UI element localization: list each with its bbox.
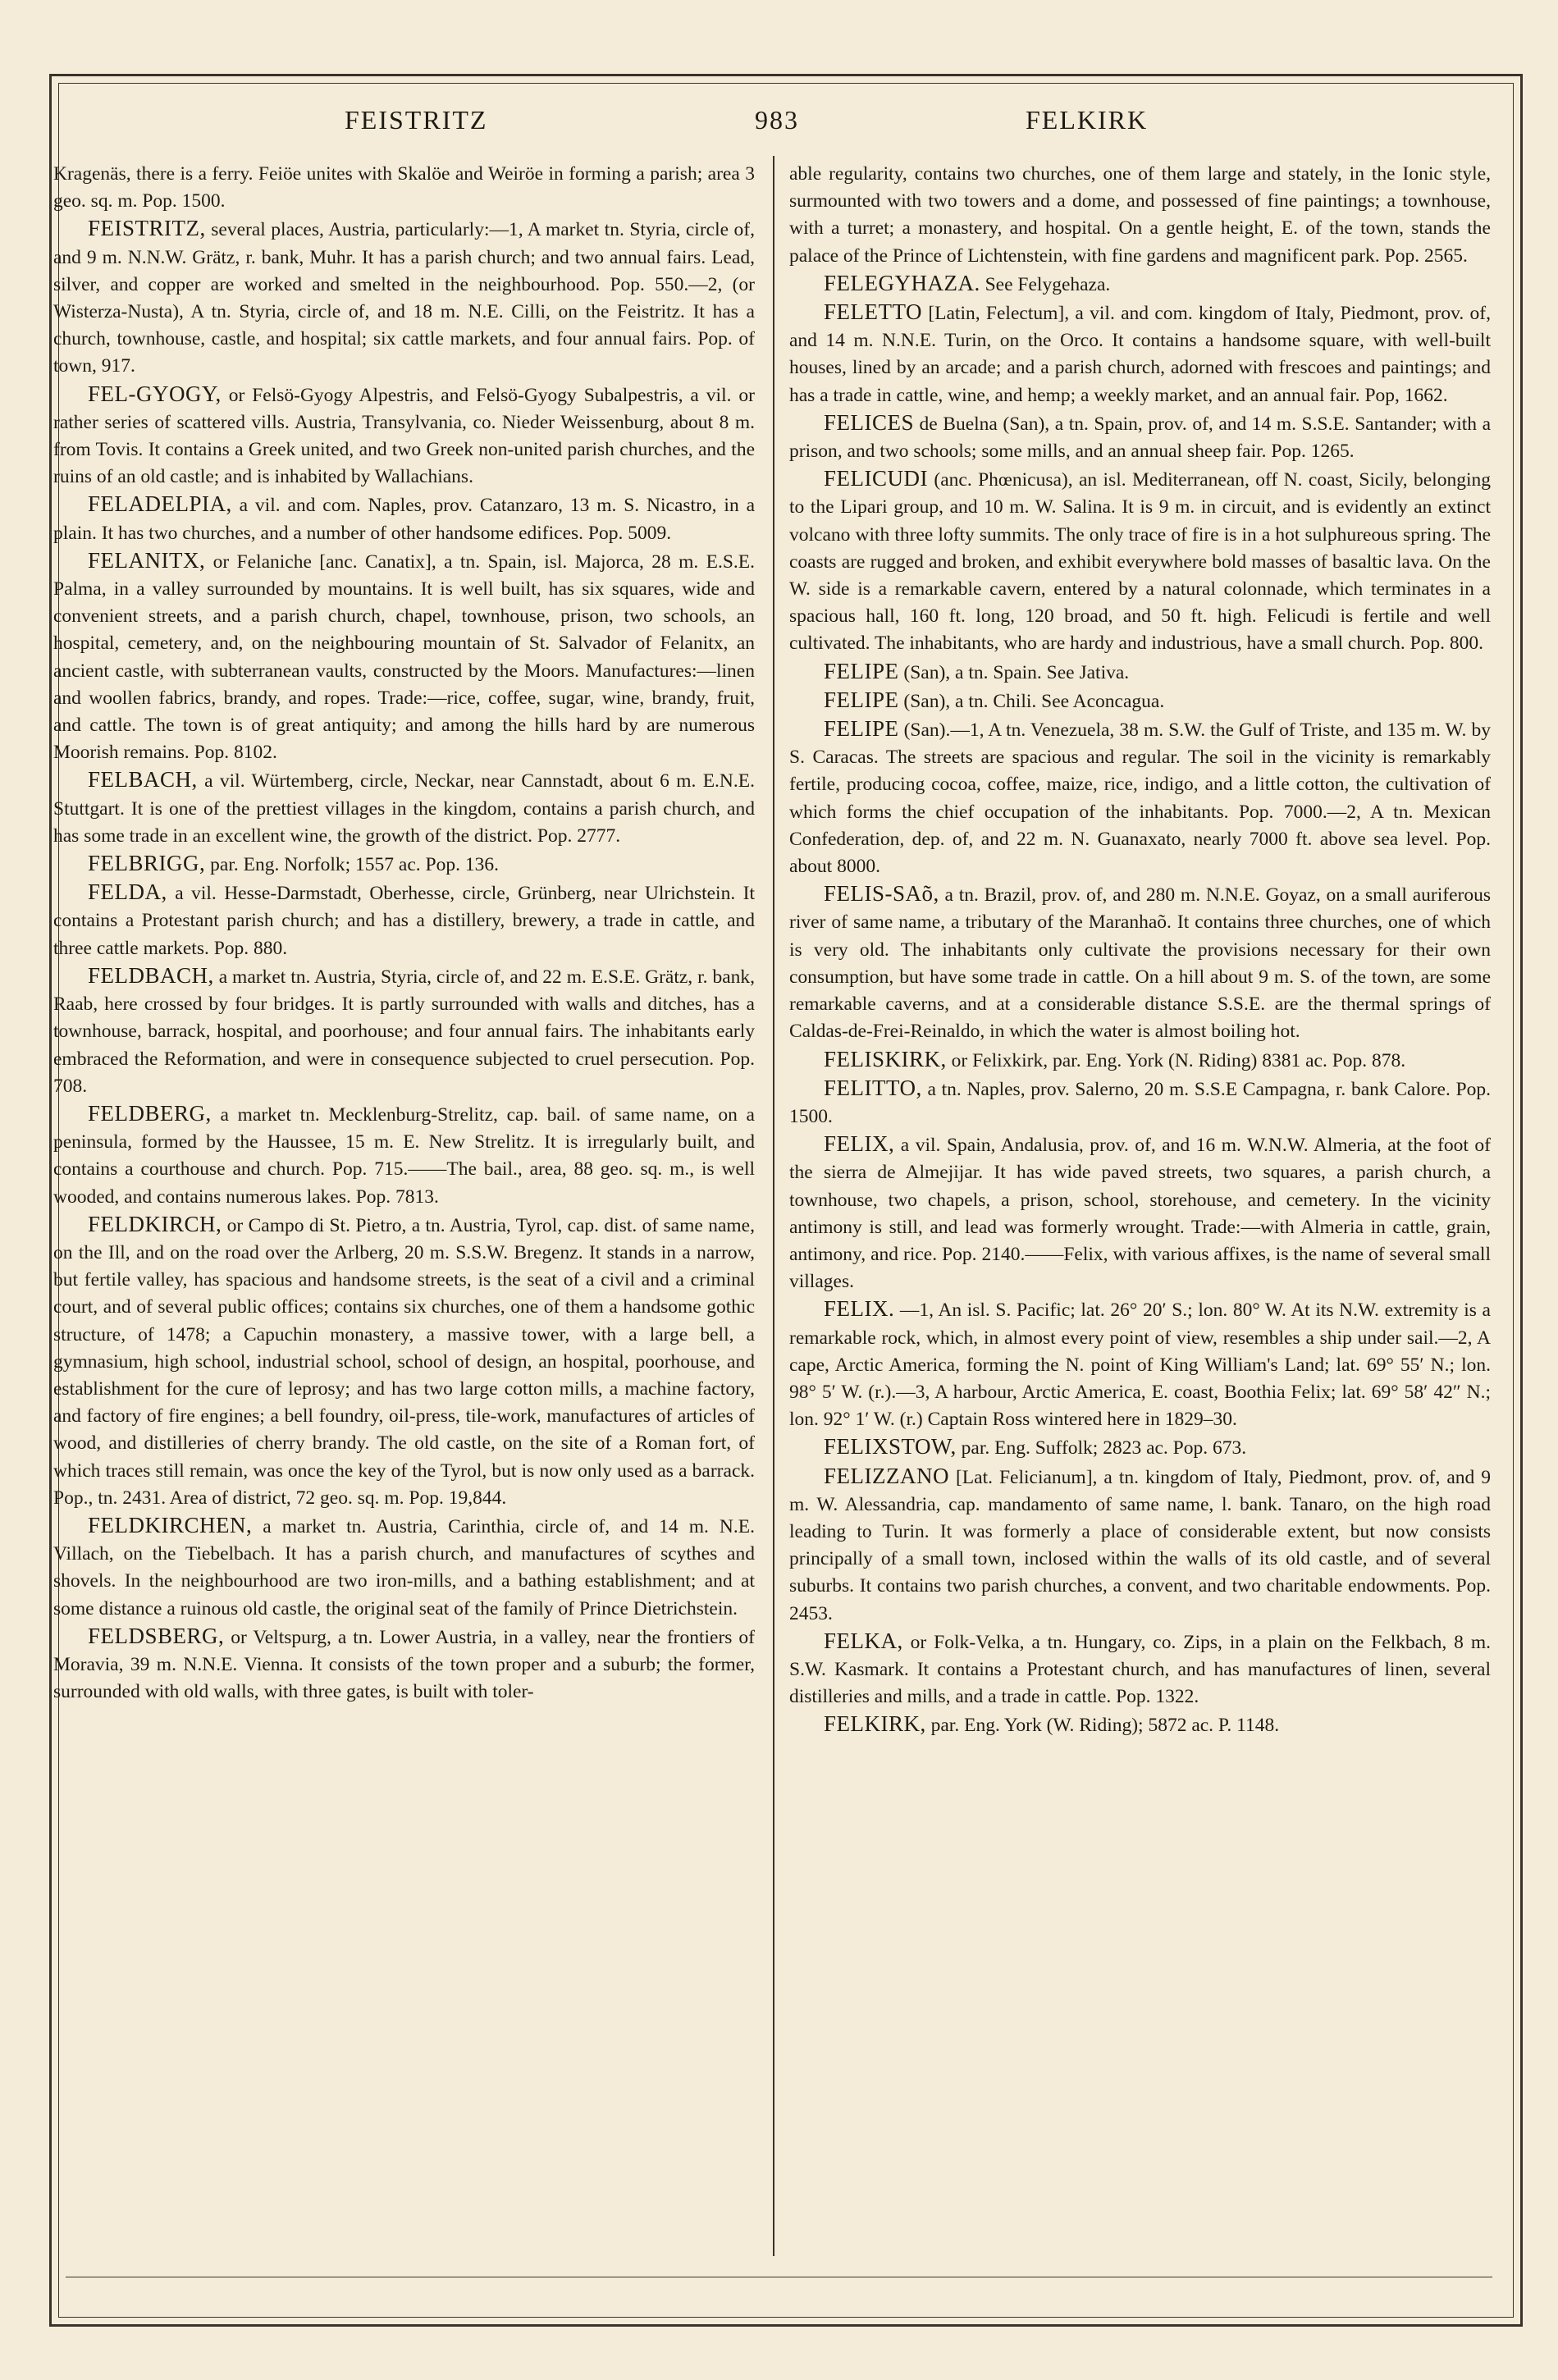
- entry-headword: FELITTO,: [824, 1075, 922, 1100]
- gazetteer-entry: [53, 1512, 755, 1623]
- entry-headword: FELDA,: [88, 879, 167, 905]
- entry-headword: FELANITX,: [88, 547, 206, 573]
- running-header: [66, 105, 1492, 154]
- entry-headword: FELIXSTOW,: [824, 1434, 957, 1460]
- gazetteer-entry: [789, 715, 1491, 880]
- gazetteer-entry: [53, 1211, 755, 1512]
- gazetteer-entry: [53, 1623, 755, 1706]
- entry-text: or Veltspurg, a tn. Lower Austria, in a valley, near the frontiers of Moravia, 39 m. N.N.E. Vienna. It consists of the town proper and a suburb; the former, surrounded with old walls, with three gates, is built with toler-: [53, 1626, 755, 1703]
- gazetteer-entry: [789, 299, 1491, 409]
- entry-text: [Lat. Felicianum], a tn. kingdom of Italy, Piedmont, prov. of, and 9 m. W. Alessandria, cap. mandamento of same name, l. bank. Tanaro, on the high road leading to Turin. It was formerly a place of considerable extent, but now consists principally of a small town, inclosed within the walls of its old castle, and of several suburbs. It contains two parish churches, a convent, and two charitable endowments. Pop. 2453.: [789, 1466, 1491, 1624]
- page-number: 983: [755, 105, 799, 135]
- gazetteer-entry: [789, 687, 1491, 715]
- entry-headword: FELDBERG,: [88, 1100, 212, 1126]
- gazetteer-entry: [53, 962, 755, 1100]
- gazetteer-entry: [789, 1433, 1491, 1462]
- entry-text: [Latin, Felectum], a vil. and com. kingdom of Italy, Piedmont, prov. of, and 14 m. N.N.E. Turin, on the Orco. It contains a handsome square, with well-built houses, lined by an arcade; and a parish church, adorned with frescoes and paintings; and has a trade in cattle, wine, and hemp; a weekly market, and an annual fair. Pop, 1662.: [789, 303, 1491, 406]
- gazetteer-entry: [789, 1046, 1491, 1075]
- column-divider: [773, 156, 774, 2256]
- entry-text: par. Eng. Suffolk; 2823 ac. Pop. 673.: [956, 1437, 1247, 1460]
- entry-headword: FELIS-SAõ,: [824, 881, 939, 907]
- entry-headword: FELISKIRK,: [824, 1046, 947, 1071]
- entry-headword: FELIPE: [824, 658, 899, 683]
- entry-text: (anc. Phœnicusa), an isl. Mediterranean, off N. coast, Sicily, belonging to the Lipari group, and 10 m. W. Salina. It is 9 m. in circuit, and is evidently an extinct volcano with three lofty summits. The only trace of fire is in a hot sulphureous spring. The coasts are rugged and broken, and exhibit everywhere bold masses of basaltic lava. On the W. side is a remarkable cavern, entered by a natural colonnade, which terminates in a spacious hall, 160 ft. long, 120 broad, and 50 ft. high. Felicudi is fertile and well cultivated. The inhabitants, who are hardy and industrious, have a small church. Pop. 800.: [789, 469, 1491, 655]
- entry-text: several places, Austria, particularly:—1, A market tn. Styria, circle of, and 9 m. N.N.W. Grätz, r. bank, Muhr. It has a parish church; and two annual fairs. Lead, silver, and copper are worked and smelted in the neighbourhood. Pop. 550.—2, (or Wisterza-Nusta), A tn. Styria, circle of, and 18 m. N.E. Cilli, on the Feistritz. It has a church, townhouse, castle, and hospital; six cattle markets, and four annual fairs. Pop. of town, 917.: [53, 219, 755, 377]
- gazetteer-entry: [789, 465, 1491, 657]
- entry-text: or Felsö-Gyogy Alpestris, and Felsö-Gyogy Subalpestris, a vil. or rather series of scattered vills. Austria, Transylvania, co. Nieder Weissenburg, about 8 m. from Tovis. It contains a Greek united, and two Greek non-united parish churches, and the ruins of an old castle; and is inhabited by Wallachians.: [53, 384, 755, 488]
- header-right-word: FELKIRK: [1026, 105, 1149, 135]
- entry-text: de Buelna (San), a tn. Spain, prov. of, and 14 m. S.S.E. Santander; with a prison, and two schools; some mills, and an annual sheep fair. Pop. 1265.: [789, 413, 1491, 463]
- entry-text: a market tn. Austria, Styria, circle of, and 22 m. E.S.E. Grätz, r. bank, Raab, here crossed by four bridges. It is partly surrounded with walls and ditches, has a townhouse, barrack, hospital, and poorhouse; and four annual fairs. The inhabitants early embraced the Reformation, and were in consequence subjected to cruel persecution. Pop. 708.: [53, 966, 755, 1097]
- entry-text: or Campo di St. Pietro, a tn. Austria, Tyrol, cap. dist. of same name, on the Ill, and on the road over the Arlberg, 20 m. S.S.W. Bregenz. It stands in a narrow, but fertile valley, has spacious and handsome streets, is the seat of a civil and a criminal court, and of several public offices; contains six churches, one of them a handsome gothic structure, of 1478; a Capuchin monastery, a massive tower, with a large bell, a gymnasium, high school, industrial school, school of design, an hospital, poorhouse, and establishment for the cure of leprosy; and has two large cotton mills, a machine factory, and factory of fire engines; a bell foundry, oil-press, tile-work, manufactures of articles of wood, and distilleries of cherry brandy. The old castle, on the site of a Roman fort, of which traces still remain, was once the key of the Tyrol, but is now only used as a barrack. Pop., tn. 2431. Area of district, 72 geo. sq. m. Pop. 19,844.: [53, 1214, 755, 1509]
- entry-text: a vil. Hesse-Darmstadt, Oberhesse, circle, Grünberg, near Ulrichstein. It contains a Protestant parish church; and has a distillery, brewery, a trade in cattle, and three cattle markets. Pop. 880.: [53, 883, 755, 959]
- gazetteer-entry: [789, 409, 1491, 465]
- gazetteer-entry: [789, 1295, 1491, 1433]
- entry-text: or Felaniche [anc. Canatix], a tn. Spain, isl. Majorca, 28 m. E.S.E. Palma, in a valley surrounded by mountains. It is well built, has six squares, wide and convenient streets, and a parish church, chapel, townhouse, prison, two schools, an hospital, cemetery, and, on the neighbouring mountain of St. Salvador of Felanitx, an ancient castle, with subterranean vaults, constructed by the Moors. Manufactures:—linen and woollen fabrics, brandy, and ropes. Trade:—rice, coffee, sugar, wine, brandy, fruit, and cattle. The town is of great antiquity; and among the hills hard by are numerous Moorish remains. Pop. 8102.: [53, 550, 755, 764]
- entry-text: a vil. Spain, Andalusia, prov. of, and 16 m. W.N.W. Almeria, at the foot of the sierra de Almejijar. It has wide paved streets, two squares, a parish church, a townhouse, two chapels, a prison, school, storehouse, and cemetery. In the vicinity antimony is still, and lead was formerly wrought. Trade:—with Almeria in cattle, grain, antimony, and rice. Pop. 2140.——Felix, with various affixes, is the name of several small villages.: [789, 1135, 1491, 1293]
- continued-paragraph: [789, 161, 1491, 270]
- continued-paragraph: [53, 161, 755, 215]
- header-left-word: FEISTRITZ: [345, 105, 488, 135]
- gazetteer-entry: [789, 1075, 1491, 1131]
- gazetteer-entry: [53, 547, 755, 767]
- entry-text: (San).—1, A tn. Venezuela, 38 m. S.W. the Gulf of Triste, and 135 m. W. by S. Caracas. The streets are spacious and regular. The soil in the vicinity is remarkably fertile, producing cocoa, coffee, maize, rice, indigo, and a little cotton, the cultivation of which forms the chief occupation of the inhabitants. Pop. 7000.—2, A tn. Mexican Confederation, dep. of, and 22 m. N. Guanaxato, nearly 7000 ft. above sea level. Pop. about 8000.: [789, 719, 1491, 878]
- entry-headword: FELBACH,: [88, 767, 198, 793]
- entry-headword: FELDBACH,: [88, 962, 214, 988]
- entry-headword: FELICES: [824, 409, 915, 435]
- entry-text: or Folk-Velka, a tn. Hungary, co. Zips, in a plain on the Felkbach, 8 m. S.W. Kasmark. It contains a Protestant church, and has manufactures of linen, several distilleries and mills, and a trade in cattle. Pop. 1322.: [789, 1631, 1491, 1708]
- gazetteer-entry: [789, 1463, 1491, 1628]
- gazetteer-entry: [53, 215, 755, 380]
- entry-text: a vil. Würtemberg, circle, Neckar, near Cannstadt, about 6 m. E.N.E. Stuttgart. It is one of the prettiest villages in the kingdom, contains a parish church, and has some trade in an excellent wine, the growth of the district. Pop. 2777.: [53, 770, 755, 847]
- gazetteer-entry: [53, 766, 755, 850]
- entry-headword: FELIX.: [824, 1296, 895, 1322]
- entry-headword: FEISTRITZ,: [88, 216, 206, 241]
- gazetteer-entry: [789, 1628, 1491, 1711]
- entry-text: (San), a tn. Spain. See Jativa.: [898, 661, 1130, 683]
- entry-headword: FELDKIRCHEN,: [88, 1512, 253, 1537]
- entry-text: —1, An isl. S. Pacific; lat. 26° 20′ S.; lon. 80° W. At its N.W. extremity is a remarkable rock, which, in almost every point of view, resembles a ship under sail.—2, A cape, Arctic America, forming the N. point of King William's Land; lat. 69° 55′ N.; lon. 98° 5′ W. (r.).—3, A harbour, Arctic America, E. coast, Boothia Felix; lat. 69° 58′ 42″ N.; lon. 92° 1′ W. (r.) Captain Ross wintered here in 1829–30.: [789, 1300, 1491, 1431]
- entry-text: able regularity, contains two churches, one of them large and stately, in the Ionic style, surmounted with two towers and a dome, and possessed of fine paintings; a townhouse, with a turret; a monastery, and hospital. On a gentle height, E. of the town, stands the palace of the Prince of Lichtenstein, with fine gardens and magnificent park. Pop. 2565.: [789, 163, 1491, 267]
- entry-headword: FELDSBERG,: [88, 1623, 225, 1648]
- gazetteer-entry: [53, 1100, 755, 1211]
- gazetteer-entry: [53, 491, 755, 546]
- entry-headword: FELIZZANO: [824, 1463, 949, 1488]
- entry-headword: FELETTO: [824, 299, 922, 325]
- entry-headword: FELIPE: [824, 687, 899, 712]
- gazetteer-entry: [53, 879, 755, 962]
- gazetteer-entry: [789, 658, 1491, 687]
- entry-headword: FELICUDI: [824, 466, 928, 491]
- gazetteer-entry: [789, 270, 1491, 299]
- entry-text: a tn. Naples, prov. Salerno, 20 m. S.S.E Campagna, r. bank Calore. Pop. 1500.: [789, 1078, 1491, 1127]
- entry-headword: FELKA,: [824, 1628, 903, 1653]
- gazetteer-entry: [53, 850, 755, 879]
- entry-text: See Felygehaza.: [980, 273, 1111, 295]
- entry-headword: FELBRIGG,: [88, 851, 206, 876]
- entry-text: (San), a tn. Chili. See Aconcagua.: [898, 690, 1165, 712]
- gazetteer-entry: [789, 880, 1491, 1045]
- gazetteer-entry: [789, 1711, 1491, 1739]
- entry-headword: FELEGYHAZA.: [824, 270, 980, 295]
- entry-headword: FEL-GYOGY,: [88, 381, 222, 406]
- entry-text: a vil. and com. Naples, prov. Catanzaro, 13 m. S. Nicastro, in a plain. It has two churches, and a number of other handsome edifices. Pop. 5009.: [53, 495, 755, 544]
- entry-text: a market tn. Mecklenburg-Strelitz, cap. bail. of same name, on a peninsula, formed by the Haussee, 15 m. E. New Strelitz. It is irregularly built, and contains a courthouse and church. Pop. 715.——The bail., area, 88 geo. sq. m., is well wooded, and contains numerous lakes. Pop. 7813.: [53, 1103, 755, 1208]
- entry-headword: FELADELPIA,: [88, 491, 232, 517]
- entry-text: or Felixkirk, par. Eng. York (N. Riding) 8381 ac. Pop. 878.: [946, 1049, 1406, 1071]
- left-column: [53, 161, 755, 1706]
- entry-headword: FELDKIRCH,: [88, 1211, 222, 1236]
- entry-text: a market tn. Austria, Carinthia, circle of, and 14 m. N.E. Villach, on the Tiebelbach. It has a parish church, and manufactures of scythes and shovels. In the neighbourhood are two iron-mills, and a bathing establishment; and at some distance a ruinous old castle, the original seat of the family of Prince Dietrichstein.: [53, 1515, 755, 1619]
- entry-headword: FELIPE: [824, 716, 899, 742]
- right-column: [789, 161, 1491, 1740]
- entry-text: a tn. Brazil, prov. of, and 280 m. N.N.E. Goyaz, on a small auriferous river of same name, a tributary of the Maranhaõ. It contains three churches, one of which is very old. The inhabitants only cultivate the provisions necessary for their own consumption, but have some trade in cattle. On a hill about 9 m. S. of the town, are some remarkable caverns, and at a considerable distance S.S.E. are the thermal springs of Caldas-de-Frei-Reinaldo, in which the water is almost boiling hot.: [789, 884, 1491, 1043]
- gazetteer-entry: [789, 1131, 1491, 1295]
- entry-text: Kragenäs, there is a ferry. Feiöe unites with Skalöe and Weiröe in forming a parish; area 3 geo. sq. m. Pop. 1500.: [53, 163, 755, 212]
- entry-headword: FELIX,: [824, 1131, 895, 1157]
- gazetteer-entry: [53, 381, 755, 491]
- entry-text: par. Eng. Norfolk; 1557 ac. Pop. 136.: [205, 854, 499, 876]
- entry-headword: FELKIRK,: [824, 1711, 926, 1737]
- entry-text: par. Eng. York (W. Riding); 5872 ac. P. 1148.: [925, 1715, 1280, 1737]
